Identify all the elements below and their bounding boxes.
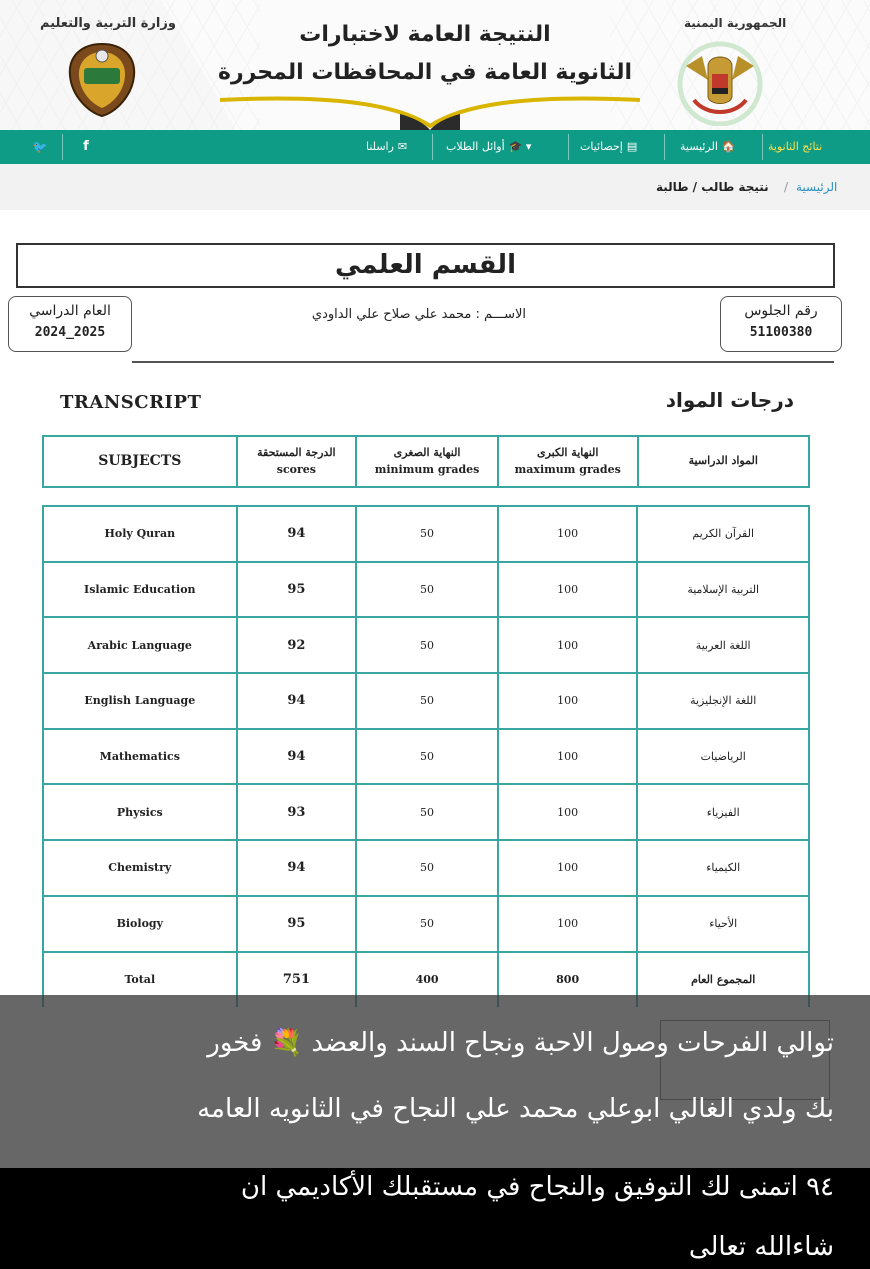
max-grade-cell: 100: [498, 840, 638, 896]
twitter-icon: 🐦: [32, 140, 48, 154]
breadcrumb-separator: /: [784, 180, 789, 194]
yemen-emblem: [672, 36, 768, 126]
academic-year-label: العام الدراسي: [29, 303, 111, 319]
score-cell: 94: [237, 673, 357, 729]
seat-number-label: رقم الجلوس: [744, 303, 818, 319]
grades-table: [42, 505, 810, 1007]
score-cell: 93: [237, 784, 357, 840]
subject-en-cell: Arabic Language: [43, 617, 237, 673]
score-cell: 92: [237, 617, 357, 673]
max-grade-cell: 800: [498, 952, 638, 1008]
nav-item-results[interactable]: [768, 130, 822, 164]
caption-line2: بك ولدي الغالي ابوعلي محمد علي النجاح في الثانويه العامه: [197, 1094, 834, 1124]
subject-en-cell: Holy Quran: [43, 506, 237, 562]
student-name: [300, 307, 526, 322]
grades-header-table: [42, 435, 810, 488]
subject-en-cell: Total: [43, 952, 237, 1008]
subject-ar-cell: التربية الإسلامية: [637, 562, 809, 618]
score-cell: 95: [237, 562, 357, 618]
table-row: [43, 840, 809, 896]
graduate-icon: 🎓: [508, 140, 523, 153]
caption-overlay: [0, 995, 870, 1168]
nav-label: راسلنا: [366, 140, 394, 153]
subject-en-cell: Chemistry: [43, 840, 237, 896]
max-grade-cell: 100: [498, 784, 638, 840]
min-grade-cell: 50: [356, 673, 498, 729]
table-row: [43, 729, 809, 785]
nav-divider: [762, 134, 763, 160]
max-grade-cell: 100: [498, 896, 638, 952]
student-name-value: محمد علي صلاح علي الداودي: [311, 307, 472, 322]
score-cell: 94: [237, 506, 357, 562]
header-min: النهاية الصغرى minimum grades: [356, 436, 498, 487]
nav-divider: [664, 134, 665, 160]
subject-ar-cell: الرياضيات: [637, 729, 809, 785]
caption-line4: شاءالله تعالى: [688, 1232, 834, 1262]
ministry-name: وزارة التربية والتعليم: [40, 16, 176, 31]
nav-divider: [62, 134, 63, 160]
header-subjects-ar: المواد الدراسية: [638, 436, 809, 487]
nav-label: أوائل الطلاب: [446, 140, 505, 153]
subject-ar-cell: الفيزياء: [637, 784, 809, 840]
transcript-title: TRANSCRIPT: [60, 392, 202, 413]
subject-ar-cell: الأحياء: [637, 896, 809, 952]
subject-ar-cell: القرآن الكريم: [637, 506, 809, 562]
open-book-icon: [220, 92, 640, 132]
min-grade-cell: 50: [356, 506, 498, 562]
page-title-line2: الثانوية العامة في المحافظات المحررة: [217, 60, 633, 85]
stats-icon: ▤: [626, 140, 638, 153]
student-name-label: الاســـم :: [475, 307, 526, 322]
nav-label: إحصائيات: [580, 140, 623, 153]
nav-label: نتائج الثانوية: [768, 140, 823, 153]
table-row: [43, 506, 809, 562]
main-nav: [0, 130, 870, 164]
nav-item-top-students[interactable]: [446, 130, 531, 164]
breadcrumb: [0, 164, 870, 210]
academic-year-box: [8, 296, 132, 352]
min-grade-cell: 400: [356, 952, 498, 1008]
table-row: [43, 784, 809, 840]
facebook-icon: f: [83, 139, 89, 154]
section-title: القسم العلمي: [16, 243, 835, 288]
republic-name: الجمهورية اليمنية: [684, 16, 787, 30]
table-row: [43, 896, 809, 952]
seat-number-value: 51100380: [749, 325, 813, 340]
min-grade-cell: 50: [356, 617, 498, 673]
table-row: [43, 673, 809, 729]
score-cell: 94: [237, 840, 357, 896]
nav-divider: [568, 134, 569, 160]
site-header: [0, 0, 870, 130]
academic-year-value: 2025_2024: [34, 325, 106, 340]
nav-divider: [432, 134, 433, 160]
facebook-link[interactable]: [66, 130, 106, 164]
header-max: النهاية الكبرى maximum grades: [498, 436, 638, 487]
breadcrumb-home[interactable]: الرئيسية: [796, 180, 838, 194]
subject-en-cell: Physics: [43, 784, 237, 840]
grades-title: درجات المواد: [665, 388, 794, 412]
nav-label: الرئيسية: [680, 140, 718, 153]
table-row: [43, 562, 809, 618]
min-grade-cell: 50: [356, 729, 498, 785]
max-grade-cell: 100: [498, 673, 638, 729]
subject-ar-cell: المجموع العام: [637, 952, 809, 1008]
nav-item-contact[interactable]: [366, 130, 407, 164]
subject-ar-cell: الكيمياء: [637, 840, 809, 896]
subject-en-cell: Mathematics: [43, 729, 237, 785]
min-grade-cell: 50: [356, 840, 498, 896]
score-cell: 751: [237, 952, 357, 1008]
divider: [132, 361, 834, 363]
table-row: [43, 617, 809, 673]
max-grade-cell: 100: [498, 506, 638, 562]
min-grade-cell: 50: [356, 784, 498, 840]
subject-en-cell: Biology: [43, 896, 237, 952]
caption-line3: ٩٤ اتمنى لك التوفيق والنجاح في مستقبلك الأكاديمي ان: [240, 1172, 834, 1202]
ministry-logo: [62, 40, 142, 118]
nav-item-stats[interactable]: [580, 130, 637, 164]
chevron-down-icon: ▾: [522, 140, 532, 153]
mail-icon: ✉: [397, 140, 408, 153]
max-grade-cell: 100: [498, 562, 638, 618]
score-cell: 94: [237, 729, 357, 785]
page-title-line1: النتيجة العامة لاختبارات: [299, 22, 551, 47]
seat-number-box: [720, 296, 842, 352]
subject-en-cell: Islamic Education: [43, 562, 237, 618]
score-cell: 95: [237, 896, 357, 952]
min-grade-cell: 50: [356, 562, 498, 618]
max-grade-cell: 100: [498, 729, 638, 785]
header-subjects-en: SUBJECTS: [43, 436, 237, 487]
subject-en-cell: English Language: [43, 673, 237, 729]
min-grade-cell: 50: [356, 896, 498, 952]
caption-line1: توالي الفرحات وصول الاحبة ونجاح السند والعضد 💐 فخور: [207, 1028, 834, 1058]
nav-item-home[interactable]: [680, 130, 736, 164]
header-scores: الدرجة المستحقة scores: [237, 436, 357, 487]
subject-ar-cell: اللغة العربية: [637, 617, 809, 673]
breadcrumb-current: نتيجة طالب / طالبة: [656, 180, 769, 194]
home-icon: 🏠: [721, 140, 736, 153]
max-grade-cell: 100: [498, 617, 638, 673]
twitter-link[interactable]: [20, 130, 60, 164]
subject-ar-cell: اللغة الإنجليزية: [637, 673, 809, 729]
